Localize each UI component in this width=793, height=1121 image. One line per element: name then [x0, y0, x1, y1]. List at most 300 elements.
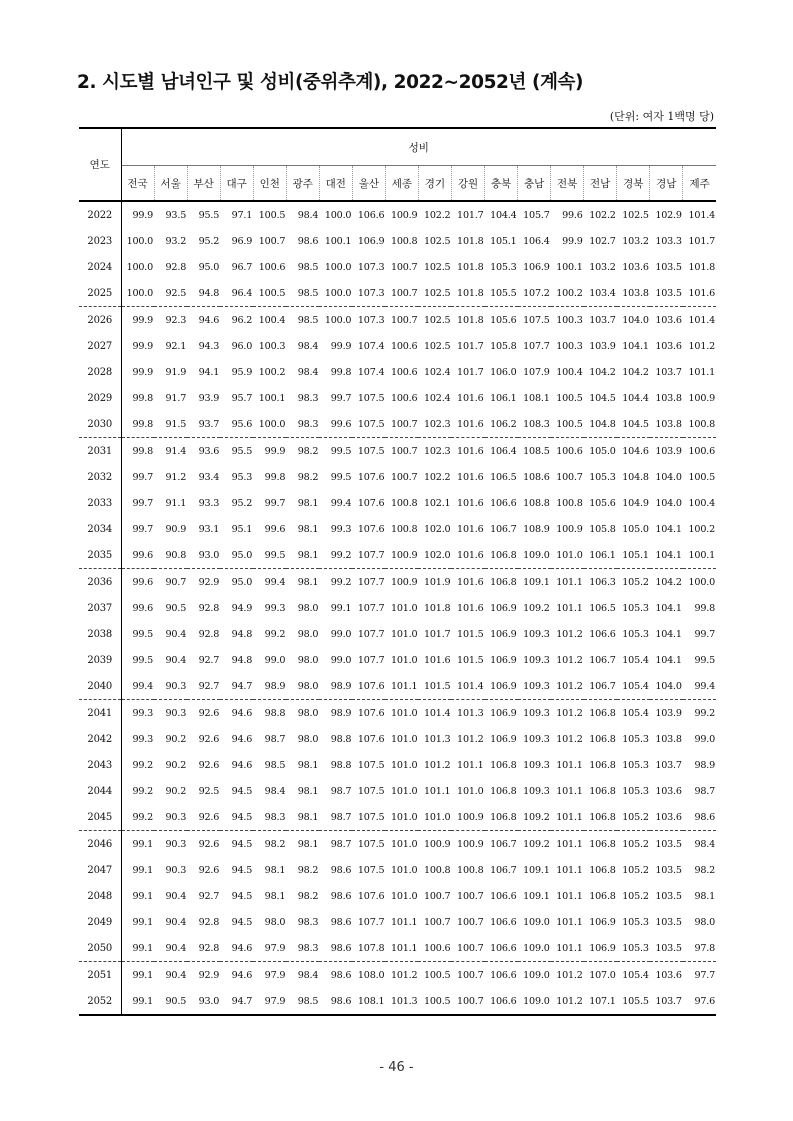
- value-cell: 106.9: [490, 628, 517, 640]
- value-cell: 93.6: [198, 445, 220, 457]
- value-cell: 107.7: [357, 916, 385, 928]
- value-cell: 103.5: [650, 935, 683, 962]
- column-header: 제주: [683, 166, 716, 202]
- value-cell: 98.9: [694, 759, 715, 771]
- year-cell: 2044: [79, 778, 121, 804]
- column-header: 서울: [154, 166, 187, 202]
- value-cell: 100.7: [390, 445, 418, 457]
- table-body: [79, 201, 716, 1015]
- table-row: [79, 962, 716, 989]
- value-cell: 99.5: [694, 654, 715, 666]
- value-cell: 107.0: [589, 969, 616, 981]
- table-row: [79, 333, 716, 359]
- value-cell: 101.6: [451, 411, 484, 438]
- value-cell: 104.6: [622, 445, 649, 457]
- value-cell: 100.3: [556, 314, 583, 326]
- value-cell: 98.6: [319, 988, 352, 1015]
- value-cell: 91.1: [165, 497, 187, 509]
- value-cell: 107.9: [523, 366, 550, 378]
- value-cell: 98.6: [330, 890, 352, 902]
- value-cell: 94.7: [220, 988, 253, 1015]
- value-cell: 101.6: [457, 471, 484, 483]
- value-cell: 100.3: [556, 340, 583, 352]
- value-cell: 108.6: [523, 471, 550, 483]
- value-cell: 101.1: [556, 916, 583, 928]
- value-cell: 109.1: [523, 890, 550, 902]
- table-row: [79, 228, 716, 254]
- value-cell: 106.8: [584, 804, 617, 831]
- value-cell: 100.5: [253, 280, 286, 307]
- value-cell: 105.1: [490, 235, 517, 247]
- value-cell: 106.9: [589, 916, 616, 928]
- column-header: 전북: [551, 166, 584, 202]
- value-cell: 95.3: [231, 471, 253, 483]
- value-cell: 99.4: [330, 497, 352, 509]
- value-cell: 100.9: [457, 838, 484, 850]
- value-cell: 109.0: [518, 988, 551, 1015]
- column-header: 부산: [187, 166, 220, 202]
- value-cell: 103.2: [589, 261, 616, 273]
- value-cell: 109.0: [523, 916, 550, 928]
- value-cell: 99.0: [330, 654, 352, 666]
- value-cell: 103.7: [589, 314, 616, 326]
- table-row: [79, 307, 716, 334]
- value-cell: 102.1: [424, 497, 451, 509]
- value-cell: 107.7: [523, 340, 550, 352]
- table-row: [79, 883, 716, 909]
- value-cell: 106.6: [490, 497, 517, 509]
- value-cell: 90.4: [165, 628, 187, 640]
- value-cell: 101.1: [551, 935, 584, 962]
- value-cell: 101.7: [457, 209, 484, 221]
- value-cell: 104.1: [655, 628, 682, 640]
- value-cell: 102.2: [424, 209, 451, 221]
- value-cell: 92.9: [198, 576, 220, 588]
- value-cell: 100.0: [324, 209, 352, 221]
- value-cell: 101.1: [556, 576, 583, 588]
- value-cell: 107.1: [584, 988, 617, 1015]
- value-cell: 94.5: [231, 916, 253, 928]
- value-cell: 105.7: [523, 209, 550, 221]
- value-cell: 101.1: [390, 916, 418, 928]
- table-row: [79, 778, 716, 804]
- year-cell: 2046: [79, 831, 121, 858]
- value-cell: 104.1: [655, 523, 682, 535]
- value-cell: 100.8: [390, 235, 418, 247]
- value-cell: 100.9: [556, 523, 583, 535]
- value-cell: 98.2: [694, 864, 715, 876]
- value-cell: 103.3: [655, 235, 682, 247]
- value-cell: 101.6: [457, 576, 484, 588]
- value-cell: 107.6: [357, 523, 385, 535]
- value-cell: 103.7: [650, 988, 683, 1015]
- value-cell: 106.6: [485, 988, 518, 1015]
- value-cell: 101.6: [451, 542, 484, 569]
- value-cell: 92.3: [165, 314, 187, 326]
- unit-note: (단위: 여자 1백명 당): [609, 110, 714, 123]
- value-cell: 107.6: [357, 497, 385, 509]
- value-cell: 108.1: [352, 988, 385, 1015]
- value-cell: 100.0: [324, 314, 352, 326]
- value-cell: 100.6: [688, 445, 715, 457]
- value-cell: 107.4: [357, 340, 385, 352]
- value-cell: 98.5: [297, 314, 319, 326]
- value-cell: 100.2: [258, 366, 286, 378]
- value-cell: 100.7: [390, 261, 418, 273]
- value-cell: 101.8: [457, 261, 484, 273]
- value-cell: 93.9: [198, 392, 220, 404]
- year-cell: 2029: [79, 385, 121, 411]
- value-cell: 101.2: [551, 988, 584, 1015]
- value-cell: 100.0: [324, 261, 352, 273]
- value-cell: 99.6: [121, 542, 154, 569]
- value-cell: 100.7: [390, 471, 418, 483]
- value-cell: 95.0: [198, 261, 220, 273]
- table-row: [79, 988, 716, 1015]
- value-cell: 99.1: [132, 916, 154, 928]
- value-cell: 99.2: [330, 576, 352, 588]
- value-cell: 105.4: [622, 654, 649, 666]
- value-cell: 107.6: [357, 890, 385, 902]
- value-cell: 100.7: [390, 314, 418, 326]
- column-header: 강원: [451, 166, 484, 202]
- value-cell: 93.3: [198, 497, 220, 509]
- value-cell: 107.8: [352, 935, 385, 962]
- value-cell: 101.1: [556, 838, 583, 850]
- value-cell: 103.9: [655, 445, 682, 457]
- value-cell: 98.1: [297, 785, 319, 797]
- value-cell: 90.8: [154, 542, 187, 569]
- column-header: 충북: [485, 166, 518, 202]
- value-cell: 104.0: [655, 471, 682, 483]
- value-cell: 100.4: [258, 314, 286, 326]
- value-cell: 99.5: [132, 628, 154, 640]
- value-cell: 107.5: [523, 314, 550, 326]
- value-cell: 99.5: [330, 445, 352, 457]
- value-cell: 92.6: [187, 804, 220, 831]
- value-cell: 108.1: [523, 392, 550, 404]
- value-cell: 106.0: [490, 366, 517, 378]
- value-cell: 91.7: [165, 392, 187, 404]
- value-cell: 103.6: [655, 314, 682, 326]
- sex-ratio-table: [79, 127, 716, 1016]
- value-cell: 102.0: [418, 542, 451, 569]
- value-cell: 98.3: [297, 916, 319, 928]
- value-cell: 93.5: [165, 209, 187, 221]
- value-cell: 101.1: [556, 864, 583, 876]
- value-cell: 102.2: [424, 471, 451, 483]
- value-cell: 101.7: [424, 628, 451, 640]
- value-cell: 101.2: [688, 340, 715, 352]
- value-cell: 99.6: [319, 411, 352, 438]
- value-cell: 101.0: [385, 804, 418, 831]
- value-cell: 98.2: [297, 445, 319, 457]
- value-cell: 101.6: [683, 280, 716, 307]
- value-cell: 99.1: [121, 988, 154, 1015]
- value-cell: 98.6: [330, 864, 352, 876]
- table-row: [79, 831, 716, 858]
- value-cell: 105.2: [622, 838, 649, 850]
- value-cell: 106.8: [589, 707, 616, 719]
- value-cell: 98.0: [286, 673, 319, 700]
- value-cell: 90.3: [165, 864, 187, 876]
- value-cell: 95.5: [231, 445, 253, 457]
- value-cell: 98.7: [319, 804, 352, 831]
- value-cell: 107.6: [357, 733, 385, 745]
- value-cell: 99.7: [132, 497, 154, 509]
- value-cell: 101.4: [688, 209, 715, 221]
- value-cell: 99.7: [132, 471, 154, 483]
- value-cell: 107.5: [357, 759, 385, 771]
- value-cell: 100.9: [688, 392, 715, 404]
- value-cell: 109.3: [518, 673, 551, 700]
- value-cell: 100.5: [556, 392, 583, 404]
- value-cell: 98.4: [297, 340, 319, 352]
- value-cell: 93.4: [198, 471, 220, 483]
- value-cell: 100.8: [390, 497, 418, 509]
- value-cell: 99.9: [132, 209, 154, 221]
- value-cell: 99.1: [132, 838, 154, 850]
- region-header-row: [79, 166, 716, 202]
- value-cell: 99.1: [132, 890, 154, 902]
- value-cell: 99.8: [132, 445, 154, 457]
- value-cell: 106.4: [523, 235, 550, 247]
- value-cell: 94.8: [187, 280, 220, 307]
- value-cell: 101.0: [551, 542, 584, 569]
- value-cell: 99.8: [132, 392, 154, 404]
- value-cell: 106.6: [485, 935, 518, 962]
- value-cell: 90.5: [165, 602, 187, 614]
- value-cell: 105.5: [485, 280, 518, 307]
- value-cell: 94.7: [220, 673, 253, 700]
- value-cell: 102.5: [424, 340, 451, 352]
- value-cell: 105.2: [617, 804, 650, 831]
- year-column-header: 연도: [79, 128, 121, 201]
- value-cell: 103.8: [617, 280, 650, 307]
- value-cell: 106.6: [357, 209, 385, 221]
- value-cell: 95.7: [231, 392, 253, 404]
- value-cell: 100.5: [551, 411, 584, 438]
- table-row: [79, 909, 716, 935]
- value-cell: 90.4: [165, 916, 187, 928]
- year-cell: 2042: [79, 726, 121, 752]
- table-row: [79, 490, 716, 516]
- value-cell: 106.8: [589, 838, 616, 850]
- value-cell: 107.5: [357, 445, 385, 457]
- value-cell: 92.8: [198, 602, 220, 614]
- value-cell: 105.3: [622, 785, 649, 797]
- column-header: 전남: [584, 166, 617, 202]
- value-cell: 105.2: [622, 864, 649, 876]
- value-cell: 92.7: [187, 673, 220, 700]
- value-cell: 98.2: [297, 890, 319, 902]
- value-cell: 94.8: [231, 654, 253, 666]
- value-cell: 106.1: [584, 542, 617, 569]
- value-cell: 101.2: [551, 673, 584, 700]
- column-header: 울산: [352, 166, 385, 202]
- value-cell: 99.0: [694, 733, 715, 745]
- value-cell: 99.9: [132, 340, 154, 352]
- value-cell: 101.9: [424, 576, 451, 588]
- value-cell: 99.9: [132, 366, 154, 378]
- value-cell: 105.2: [622, 890, 649, 902]
- value-cell: 106.9: [490, 733, 517, 745]
- value-cell: 101.8: [457, 235, 484, 247]
- value-cell: 105.3: [622, 916, 649, 928]
- value-cell: 90.4: [165, 890, 187, 902]
- value-cell: 109.3: [523, 654, 550, 666]
- value-cell: 109.3: [523, 759, 550, 771]
- year-cell: 2052: [79, 988, 121, 1015]
- value-cell: 98.1: [286, 542, 319, 569]
- value-cell: 102.5: [424, 261, 451, 273]
- value-cell: 94.6: [231, 759, 253, 771]
- value-cell: 92.8: [198, 628, 220, 640]
- value-cell: 98.2: [264, 838, 286, 850]
- value-cell: 98.2: [297, 864, 319, 876]
- value-cell: 100.7: [258, 235, 286, 247]
- value-cell: 100.1: [556, 261, 583, 273]
- value-cell: 90.4: [154, 935, 187, 962]
- value-cell: 99.4: [121, 673, 154, 700]
- value-cell: 99.1: [132, 969, 154, 981]
- value-cell: 94.5: [231, 838, 253, 850]
- value-cell: 103.5: [650, 280, 683, 307]
- value-cell: 109.1: [523, 864, 550, 876]
- value-cell: 99.6: [562, 209, 583, 221]
- year-cell: 2022: [79, 201, 121, 228]
- table-row: [79, 359, 716, 385]
- value-cell: 101.1: [688, 366, 715, 378]
- value-cell: 95.5: [198, 209, 220, 221]
- value-cell: 98.1: [297, 838, 319, 850]
- value-cell: 106.1: [490, 392, 517, 404]
- year-cell: 2040: [79, 673, 121, 700]
- value-cell: 101.2: [424, 759, 451, 771]
- value-cell: 90.3: [165, 707, 187, 719]
- value-cell: 101.1: [556, 890, 583, 902]
- value-cell: 92.9: [198, 969, 220, 981]
- value-cell: 101.0: [390, 707, 418, 719]
- value-cell: 102.3: [418, 411, 451, 438]
- year-cell: 2050: [79, 935, 121, 962]
- value-cell: 99.5: [132, 654, 154, 666]
- value-cell: 105.2: [622, 576, 649, 588]
- value-cell: 105.1: [617, 542, 650, 569]
- value-cell: 104.9: [622, 497, 649, 509]
- column-header: 충남: [518, 166, 551, 202]
- value-cell: 94.6: [198, 314, 220, 326]
- value-cell: 100.1: [324, 235, 352, 247]
- value-cell: 99.1: [121, 935, 154, 962]
- value-cell: 98.0: [694, 916, 715, 928]
- value-cell: 98.8: [330, 759, 352, 771]
- value-cell: 95.0: [220, 542, 253, 569]
- value-cell: 102.5: [622, 209, 649, 221]
- value-cell: 100.5: [258, 209, 286, 221]
- value-cell: 107.4: [357, 366, 385, 378]
- value-cell: 107.5: [357, 864, 385, 876]
- value-cell: 100.6: [390, 340, 418, 352]
- year-cell: 2023: [79, 228, 121, 254]
- value-cell: 107.5: [352, 804, 385, 831]
- table-row: [79, 438, 716, 465]
- value-cell: 106.9: [490, 707, 517, 719]
- value-cell: 101.2: [457, 733, 484, 745]
- value-cell: 99.8: [694, 602, 715, 614]
- value-cell: 92.5: [154, 280, 187, 307]
- value-cell: 94.5: [231, 890, 253, 902]
- value-cell: 90.9: [165, 523, 187, 535]
- value-cell: 92.6: [198, 864, 220, 876]
- table-row: [79, 411, 716, 438]
- value-cell: 101.0: [390, 785, 418, 797]
- year-cell: 2037: [79, 595, 121, 621]
- value-cell: 104.0: [655, 497, 682, 509]
- value-cell: 99.7: [132, 523, 154, 535]
- value-cell: 97.1: [231, 209, 253, 221]
- value-cell: 92.5: [198, 785, 220, 797]
- column-header: 전국: [121, 166, 154, 202]
- value-cell: 98.4: [297, 969, 319, 981]
- value-cell: 105.4: [622, 969, 649, 981]
- value-cell: 101.2: [556, 628, 583, 640]
- value-cell: 99.8: [330, 366, 352, 378]
- column-header: 인천: [253, 166, 286, 202]
- value-cell: 101.0: [390, 654, 418, 666]
- column-header: 대전: [319, 166, 352, 202]
- value-cell: 105.3: [617, 935, 650, 962]
- value-cell: 98.5: [297, 261, 319, 273]
- year-cell: 2033: [79, 490, 121, 516]
- column-header: 경기: [418, 166, 451, 202]
- value-cell: 106.5: [490, 471, 517, 483]
- value-cell: 101.6: [457, 497, 484, 509]
- value-cell: 93.0: [187, 988, 220, 1015]
- value-cell: 101.5: [418, 673, 451, 700]
- value-cell: 100.2: [551, 280, 584, 307]
- value-cell: 94.5: [231, 864, 253, 876]
- value-cell: 103.6: [650, 804, 683, 831]
- year-cell: 2047: [79, 857, 121, 883]
- value-cell: 100.4: [556, 366, 583, 378]
- page-title: 2. 시도별 남녀인구 및 성비(중위추계), 2022~2052년 (계속): [77, 72, 584, 93]
- value-cell: 100.9: [390, 576, 418, 588]
- value-cell: 99.8: [121, 411, 154, 438]
- value-cell: 101.0: [390, 733, 418, 745]
- value-cell: 103.5: [655, 890, 682, 902]
- value-cell: 104.1: [622, 340, 649, 352]
- value-cell: 91.5: [154, 411, 187, 438]
- value-cell: 92.8: [165, 261, 187, 273]
- value-cell: 99.1: [132, 864, 154, 876]
- year-cell: 2049: [79, 909, 121, 935]
- table-row: [79, 464, 716, 490]
- value-cell: 99.3: [132, 733, 154, 745]
- value-cell: 101.1: [385, 673, 418, 700]
- column-header: 경북: [617, 166, 650, 202]
- value-cell: 99.9: [330, 340, 352, 352]
- value-cell: 100.0: [126, 235, 154, 247]
- value-cell: 102.5: [424, 314, 451, 326]
- value-cell: 98.8: [264, 707, 286, 719]
- value-cell: 105.0: [589, 445, 616, 457]
- value-cell: 107.7: [357, 628, 385, 640]
- value-cell: 100.7: [556, 471, 583, 483]
- value-cell: 104.8: [622, 471, 649, 483]
- value-cell: 101.3: [457, 707, 484, 719]
- value-cell: 106.9: [523, 261, 550, 273]
